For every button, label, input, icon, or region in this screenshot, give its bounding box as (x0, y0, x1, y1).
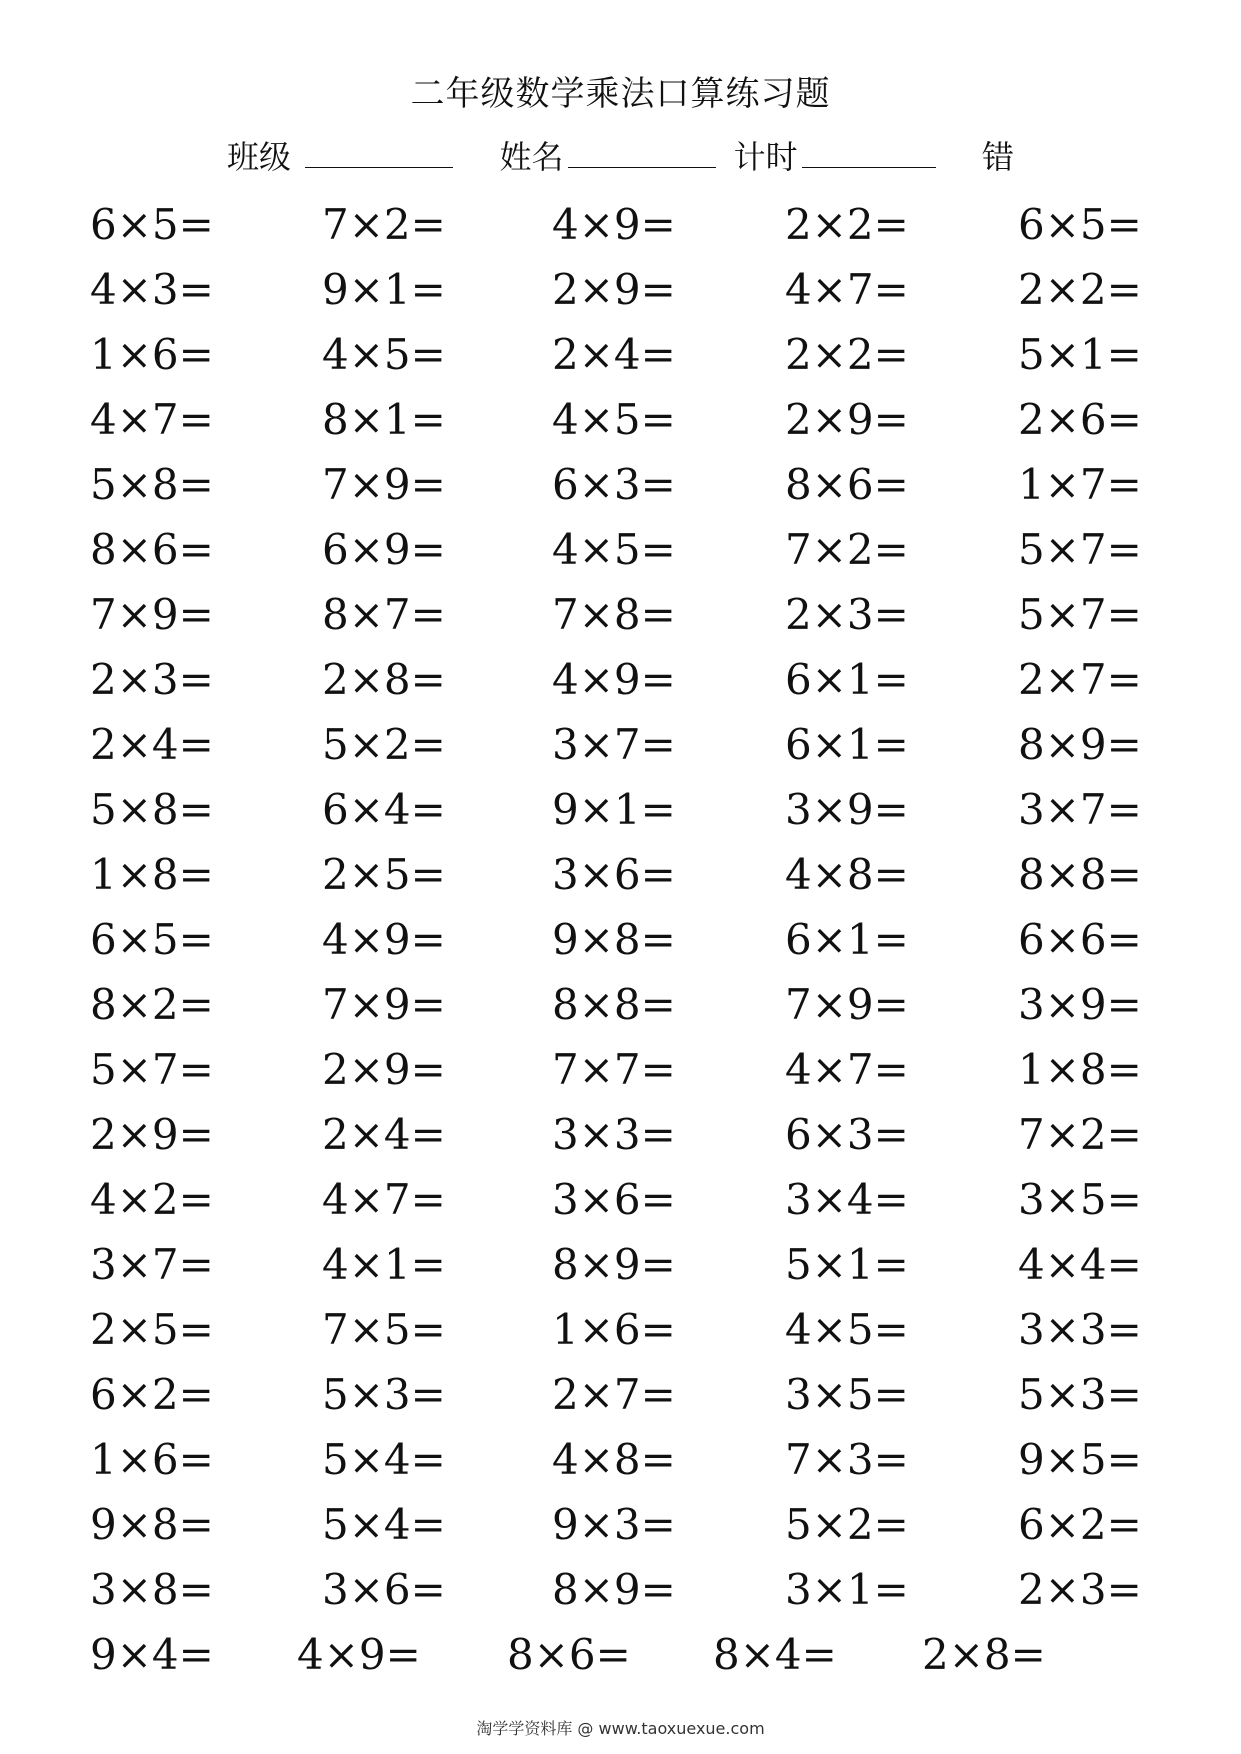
problem-item: 2×4= (552, 330, 676, 379)
problem-item: 8×8= (1018, 850, 1142, 899)
problem-item: 4×9= (322, 915, 446, 964)
problem-item: 3×7= (1018, 785, 1142, 834)
problem-item: 3×6= (322, 1565, 446, 1614)
problem-row (0, 780, 1241, 845)
problem-item: 3×7= (90, 1240, 214, 1289)
problem-row (0, 195, 1241, 260)
problem-item: 8×9= (1018, 720, 1142, 769)
problem-item: 2×2= (1018, 265, 1142, 314)
problem-item: 2×9= (552, 265, 676, 314)
problem-item: 1×8= (1018, 1045, 1142, 1094)
problem-item: 2×3= (785, 590, 909, 639)
problem-item: 4×7= (322, 1175, 446, 1224)
problem-item: 2×7= (552, 1370, 676, 1419)
problem-row (0, 845, 1241, 910)
problem-item: 4×5= (785, 1305, 909, 1354)
problem-item: 7×2= (1018, 1110, 1142, 1159)
problem-item: 7×2= (785, 525, 909, 574)
problem-item: 2×9= (322, 1045, 446, 1094)
problem-row (0, 585, 1241, 650)
problem-item: 2×9= (785, 395, 909, 444)
problem-item: 4×8= (552, 1435, 676, 1484)
problem-item: 7×9= (322, 980, 446, 1029)
problem-item: 3×3= (1018, 1305, 1142, 1354)
problem-row (0, 715, 1241, 780)
problem-item: 8×7= (322, 590, 446, 639)
problem-item: 2×8= (922, 1630, 1046, 1679)
problem-item: 3×8= (90, 1565, 214, 1614)
problem-item: 2×3= (90, 655, 214, 704)
problem-row (0, 1235, 1241, 1300)
problem-row (0, 1430, 1241, 1495)
problem-item: 6×5= (1018, 200, 1142, 249)
problem-item: 1×6= (90, 330, 214, 379)
problem-item: 2×3= (1018, 1565, 1142, 1614)
problem-item: 8×4= (713, 1630, 837, 1679)
problem-item: 9×1= (552, 785, 676, 834)
problem-item: 9×8= (552, 915, 676, 964)
problem-item: 8×1= (322, 395, 446, 444)
problem-item: 2×8= (322, 655, 446, 704)
problem-item: 2×4= (322, 1110, 446, 1159)
problem-item: 6×1= (785, 720, 909, 769)
problem-item: 7×8= (552, 590, 676, 639)
problem-item: 1×6= (552, 1305, 676, 1354)
problem-row (0, 1495, 1241, 1560)
problem-item: 8×6= (507, 1630, 631, 1679)
problem-row (0, 1105, 1241, 1170)
name-label: 姓名 (499, 138, 564, 176)
problem-item: 5×3= (322, 1370, 446, 1419)
problem-row (0, 1170, 1241, 1235)
problem-item: 9×4= (90, 1630, 214, 1679)
problem-row (0, 1040, 1241, 1105)
class-label: 班级 (226, 138, 291, 176)
problem-row (0, 520, 1241, 585)
problem-item: 4×2= (90, 1175, 214, 1224)
problem-item: 5×1= (785, 1240, 909, 1289)
problem-item: 8×6= (90, 525, 214, 574)
problem-item: 2×7= (1018, 655, 1142, 704)
problem-row (0, 455, 1241, 520)
problem-item: 2×9= (90, 1110, 214, 1159)
page-title: 二年级数学乘法口算练习题 (410, 74, 831, 114)
problem-item: 4×9= (552, 200, 676, 249)
problem-item: 6×4= (322, 785, 446, 834)
problem-item: 6×1= (785, 655, 909, 704)
problem-row (0, 1300, 1241, 1365)
problem-item: 2×5= (90, 1305, 214, 1354)
problem-item: 8×9= (552, 1240, 676, 1289)
problem-item: 4×1= (322, 1240, 446, 1289)
problem-row (0, 1625, 1241, 1690)
problem-item: 3×6= (552, 850, 676, 899)
problem-item: 8×8= (552, 980, 676, 1029)
problem-item: 4×9= (297, 1630, 421, 1679)
problem-item: 1×6= (90, 1435, 214, 1484)
problem-row (0, 650, 1241, 715)
problem-item: 6×3= (552, 460, 676, 509)
problem-item: 6×1= (785, 915, 909, 964)
problem-item: 8×9= (552, 1565, 676, 1614)
problem-item: 4×4= (1018, 1240, 1142, 1289)
problem-item: 6×9= (322, 525, 446, 574)
problem-item: 5×3= (1018, 1370, 1142, 1419)
problem-item: 7×9= (322, 460, 446, 509)
problem-item: 2×2= (785, 200, 909, 249)
problem-item: 9×3= (552, 1500, 676, 1549)
problem-item: 6×6= (1018, 915, 1142, 964)
problem-item: 7×2= (322, 200, 446, 249)
problem-row (0, 325, 1241, 390)
problem-item: 2×5= (322, 850, 446, 899)
problem-row (0, 1365, 1241, 1430)
problem-item: 3×6= (552, 1175, 676, 1224)
problem-item: 3×4= (785, 1175, 909, 1224)
footer-watermark: 淘学学资料库 @ www.taoxuexue.com (476, 1719, 765, 1738)
problem-item: 3×1= (785, 1565, 909, 1614)
problem-item: 4×3= (90, 265, 214, 314)
problem-item: 7×9= (785, 980, 909, 1029)
problem-item: 5×4= (322, 1435, 446, 1484)
problem-item: 6×3= (785, 1110, 909, 1159)
problem-item: 3×5= (1018, 1175, 1142, 1224)
problem-item: 5×8= (90, 460, 214, 509)
problem-row (0, 390, 1241, 455)
problem-row (0, 1560, 1241, 1625)
problem-item: 3×3= (552, 1110, 676, 1159)
problem-item: 9×5= (1018, 1435, 1142, 1484)
problem-item: 5×7= (1018, 590, 1142, 639)
problem-item: 4×9= (552, 655, 676, 704)
problem-item: 4×5= (552, 395, 676, 444)
problem-item: 4×8= (785, 850, 909, 899)
problem-item: 9×1= (322, 265, 446, 314)
problem-grid (0, 195, 1241, 1690)
problem-item: 7×5= (322, 1305, 446, 1354)
problem-item: 7×7= (552, 1045, 676, 1094)
problem-item: 2×6= (1018, 395, 1142, 444)
problem-item: 3×9= (1018, 980, 1142, 1029)
problem-row (0, 975, 1241, 1040)
problem-item: 2×2= (785, 330, 909, 379)
problem-item: 4×7= (785, 1045, 909, 1094)
problem-item: 4×5= (552, 525, 676, 574)
errors-label: 错 (982, 138, 1015, 176)
problem-item: 6×5= (90, 915, 214, 964)
problem-item: 7×9= (90, 590, 214, 639)
problem-row (0, 910, 1241, 975)
problem-item: 5×7= (1018, 525, 1142, 574)
problem-item: 6×2= (1018, 1500, 1142, 1549)
problem-item: 3×7= (552, 720, 676, 769)
problem-item: 6×5= (90, 200, 214, 249)
class-blank (305, 139, 453, 168)
problem-row (0, 260, 1241, 325)
time-label: 计时 (733, 138, 798, 176)
problem-item: 5×2= (322, 720, 446, 769)
problem-item: 4×5= (322, 330, 446, 379)
problem-item: 8×6= (785, 460, 909, 509)
problem-item: 5×8= (90, 785, 214, 834)
problem-item: 6×2= (90, 1370, 214, 1419)
problem-item: 3×9= (785, 785, 909, 834)
name-blank (568, 139, 716, 168)
problem-item: 2×4= (90, 720, 214, 769)
problem-item: 1×8= (90, 850, 214, 899)
problem-item: 5×7= (90, 1045, 214, 1094)
problem-item: 3×5= (785, 1370, 909, 1419)
student-info-line (0, 132, 1241, 178)
problem-item: 9×8= (90, 1500, 214, 1549)
problem-item: 8×2= (90, 980, 214, 1029)
problem-item: 5×1= (1018, 330, 1142, 379)
time-blank (802, 139, 936, 168)
problem-item: 7×3= (785, 1435, 909, 1484)
problem-item: 1×7= (1018, 460, 1142, 509)
problem-item: 5×2= (785, 1500, 909, 1549)
problem-item: 4×7= (90, 395, 214, 444)
problem-item: 5×4= (322, 1500, 446, 1549)
problem-item: 4×7= (785, 265, 909, 314)
